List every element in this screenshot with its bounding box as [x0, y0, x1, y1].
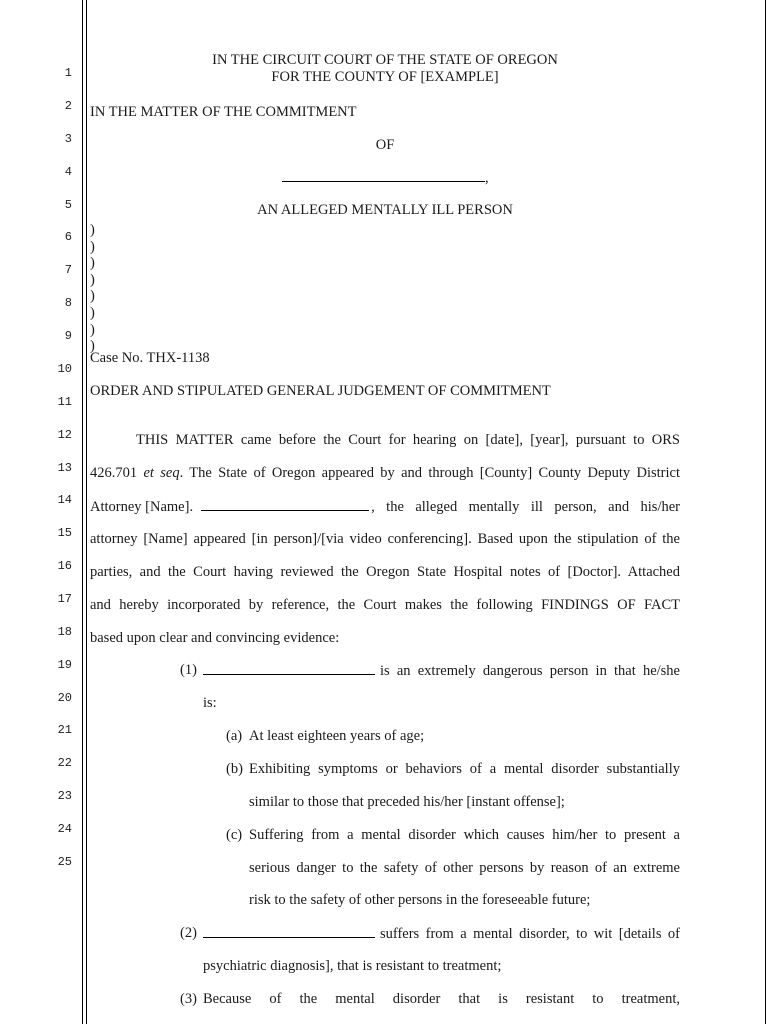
court-name-line2: FOR THE COUNTY OF [EXAMPLE] — [271, 69, 499, 85]
caption-paren: ) — [90, 222, 95, 238]
caption-paren: ) — [90, 288, 95, 305]
paragraph-1-line-7: based upon clear and convincing evidence: — [90, 630, 340, 646]
line-number: 24 — [57, 822, 72, 836]
respondent-name-blank — [201, 498, 369, 511]
finding-1-line-2: is: — [203, 695, 217, 711]
line-number: 17 — [57, 592, 72, 606]
finding-2-line-2: psychiatric diagnosis], that is resistant to treatment; — [203, 958, 502, 974]
paragraph-1-line-4: attorney [Name] appeared [in person]/[via video conferencing]. Based upon the stipulation of the — [90, 531, 680, 547]
caption-paren: ) — [90, 238, 95, 255]
line-number: 25 — [57, 855, 72, 869]
finding-1b-line-1: Exhibiting symptoms or behaviors of a mental disorder substantially — [249, 761, 680, 777]
alleged-person-heading: AN ALLEGED MENTALLY ILL PERSON — [257, 202, 513, 218]
paragraph-1-line-1: THIS MATTER came before the Court for hearing on [date], [year], pursuant to ORS — [136, 432, 680, 448]
caption-paren: ) — [90, 255, 95, 272]
right-margin-rule — [765, 0, 766, 1024]
paragraph-1-line-6: and hereby incorporated by reference, the Court makes the following FINDINGS OF FACT — [90, 597, 680, 613]
paragraph-1-line-5: parties, and the Court having reviewed the Oregon State Hospital notes of [Doctor]. Attached — [90, 564, 680, 580]
left-margin-rule-outer — [82, 0, 83, 1024]
finding-3-line-1: Because of the mental disorder that is resistant to treatment, — [203, 991, 680, 1007]
line-number: 20 — [57, 691, 72, 705]
left-margin-rule-inner — [86, 0, 87, 1024]
line-number: 13 — [57, 461, 72, 475]
line-number: 5 — [64, 198, 72, 212]
line-number: 16 — [57, 559, 72, 573]
caption-paren: ) — [90, 338, 95, 355]
attorney-text: Attorney [Name]. — [90, 499, 194, 515]
statute-continuation: . The State of Oregon appeared by and through [County] County Deputy District — [179, 465, 680, 481]
line-number: 8 — [64, 296, 72, 310]
respondent-name-blank — [203, 925, 375, 938]
caption-paren: ) — [90, 321, 95, 338]
finding-3-number: (3) — [180, 991, 197, 1007]
line-number: 7 — [64, 263, 72, 277]
line-number: 14 — [57, 493, 72, 507]
finding-2-line-1 — [203, 925, 680, 943]
respondent-name-comma: , — [485, 170, 489, 186]
finding-1c-label: (c) — [226, 827, 243, 843]
finding-2-text: suffers from a mental disorder, to wit [details of — [380, 926, 680, 942]
finding-1-line-1 — [203, 662, 680, 680]
finding-1b-line-2: similar to those that preceded his/her [instant offense]; — [249, 794, 565, 810]
of-line: OF — [375, 137, 395, 153]
matter-heading: IN THE MATTER OF THE COMMITMENT — [90, 104, 357, 120]
respondent-name-line — [282, 169, 489, 187]
paragraph-1-line-2 — [90, 465, 680, 482]
line-number: 21 — [57, 723, 72, 737]
line-number: 23 — [57, 789, 72, 803]
line-number: 3 — [64, 132, 72, 146]
alleged-person-text: , the alleged mentally ill person, and his/her — [371, 499, 680, 515]
finding-1c-line-3: risk to the safety of other persons in the foreseeable future; — [249, 892, 591, 908]
caption-paren: ) — [90, 271, 95, 288]
document-title: ORDER AND STIPULATED GENERAL JUDGEMENT OF COMMITMENT — [90, 383, 551, 399]
finding-1c-line-2: serious danger to the safety of other persons by reason of an extreme — [249, 860, 680, 876]
finding-1-number: (1) — [180, 662, 197, 678]
line-number: 2 — [64, 99, 72, 113]
finding-1b-label: (b) — [226, 761, 243, 777]
respondent-name-blank — [203, 662, 375, 675]
line-number: 19 — [57, 658, 72, 672]
line-number: 6 — [64, 230, 72, 244]
finding-2-number: (2) — [180, 925, 197, 941]
line-number: 4 — [64, 165, 72, 179]
caption-paren-column — [90, 222, 95, 355]
finding-1a-label: (a) — [226, 728, 243, 744]
line-number: 10 — [57, 362, 72, 376]
line-number: 15 — [57, 526, 72, 540]
line-number: 9 — [64, 329, 72, 343]
court-name-line1: IN THE CIRCUIT COURT OF THE STATE OF OREGON — [212, 52, 558, 68]
case-number: Case No. THX-1138 — [90, 350, 210, 366]
line-number: 12 — [57, 428, 72, 442]
respondent-name-blank — [282, 169, 485, 182]
statute-number: 426.701 — [90, 465, 144, 481]
line-number: 22 — [57, 756, 72, 770]
caption-paren: ) — [90, 304, 95, 321]
line-number: 18 — [57, 625, 72, 639]
finding-1c-line-1: Suffering from a mental disorder which causes him/her to present a — [249, 827, 680, 843]
statute-et-seq: et seq — [143, 465, 180, 481]
paragraph-1-line-3 — [90, 498, 680, 516]
finding-1a-text: At least eighteen years of age; — [249, 728, 425, 744]
finding-1-text: is an extremely dangerous person in that he/she — [380, 663, 680, 679]
line-number: 1 — [64, 66, 72, 80]
line-number: 11 — [57, 395, 72, 409]
